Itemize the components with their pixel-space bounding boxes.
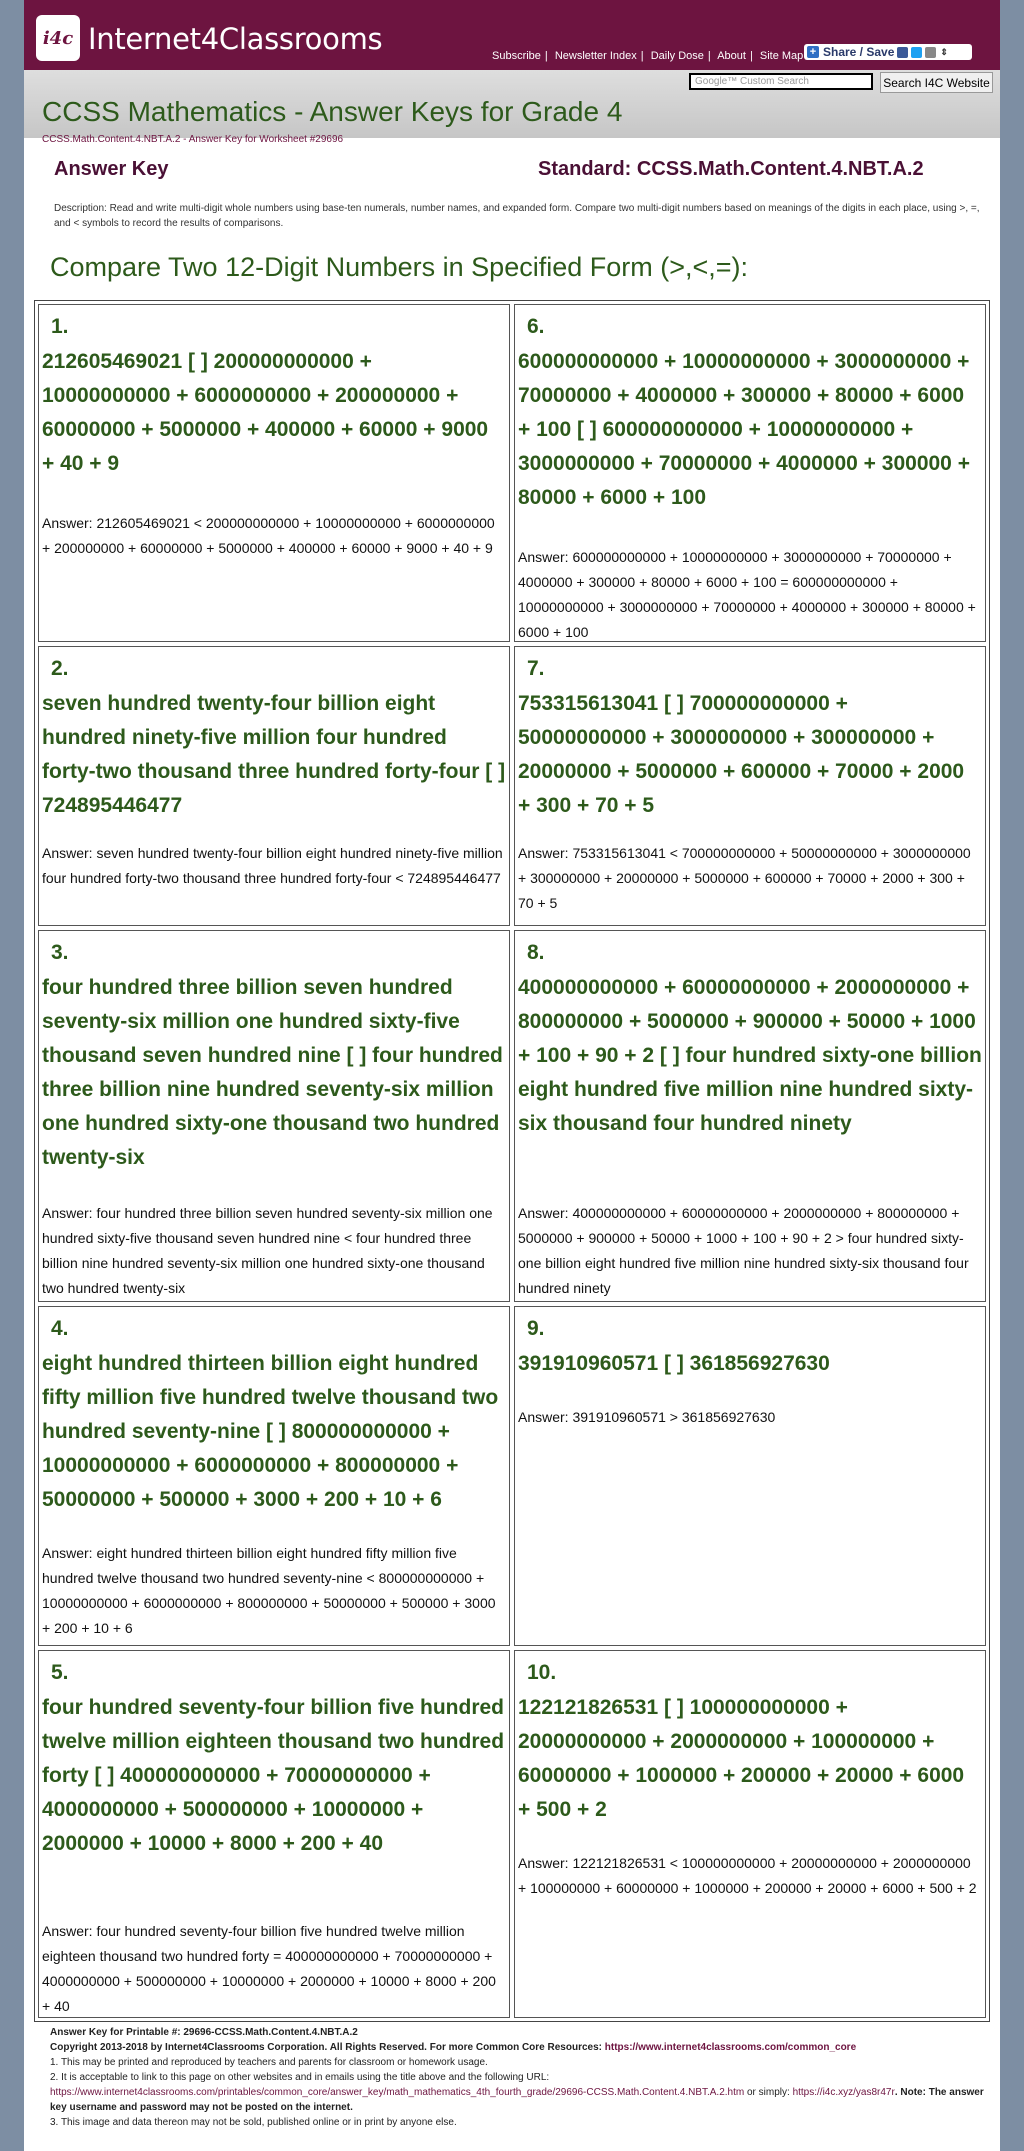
problem-number: 9. (527, 1317, 545, 1340)
nav-daily-dose[interactable]: Daily Dose (650, 50, 704, 62)
problem-question: 400000000000 + 60000000000 + 2000000000 + 800000000 + 5000000 + 900000 + 50000 + 1000 + 100 + 90 + 2 [ ] four hundred sixty-one billion eight hundred five million nine hundred sixty-six thousand four hundred ninety (518, 976, 982, 1135)
description: Description: Read and write multi-digit whole numbers using base-ten numerals, number names, and expanded form. Compare two multi-digit numbers based on meanings of the digits in each place, using >, =, and < symbols to record the results of comparisons. (54, 203, 980, 229)
standard-label: Standard: CCSS.Math.Content.4.NBT.A.2 (538, 158, 924, 180)
share-twitter-icon[interactable] (911, 47, 922, 58)
problem-question: 600000000000 + 10000000000 + 3000000000 + 70000000 + 4000000 + 300000 + 80000 + 6000 + 100 [ ] 600000000000 + 10000000000 + 3000000000 + 70000000 + 4000000 + 300000 + 80000 + 6000 + 100 (518, 350, 970, 509)
problem-question: eight hundred thirteen billion eight hundred fifty million five hundred twelve thousand two hundred seventy-nine [ ] 800000000000 + 10000000000 + 6000000000 + 800000000 + 50000000 + 500000 + 3000 + 200 + 10 + 6 (42, 1352, 499, 1511)
section-title: Compare Two 12-Digit Numbers in Specified Form (>,<,=): (50, 252, 749, 282)
problem-question: 122121826531 [ ] 100000000000 + 20000000000 + 2000000000 + 100000000 + 60000000 + 1000000 + 200000 + 20000 + 6000 + 500 + 2 (518, 1696, 965, 1821)
problem-question: 753315613041 [ ] 700000000000 + 50000000000 + 3000000000 + 300000000 + 20000000 + 5000000 + 600000 + 70000 + 2000 + 300 + 70 + 5 (518, 692, 965, 817)
search-input[interactable]: Google™ Custom Search (689, 73, 873, 90)
answer-key-label: Answer Key (54, 158, 169, 180)
problem-number: 2. (51, 657, 69, 680)
breadcrumb: CCSS.Math.Content.4.NBT.A.2 - Answer Key for Worksheet #29696 (42, 134, 344, 145)
problem-answer: Answer: 391910960571 > 361856927630 (518, 1409, 776, 1425)
problem-cell-10 (514, 1650, 986, 2018)
footer-note-2-urls (50, 2085, 990, 2115)
nav-subscribe[interactable]: Subscribe (492, 50, 541, 62)
page-footer (50, 2025, 990, 2130)
page-title: CCSS Mathematics - Answer Keys for Grade 4 (42, 96, 623, 127)
nav-site-map[interactable]: Site Map (759, 50, 804, 62)
logo-text: Internet4Classrooms (88, 22, 383, 56)
search-button[interactable]: Search I4C Website (880, 72, 993, 93)
problem-answer: Answer: eight hundred thirteen billion eight hundred fifty million five hundred twelve thousand two hundred seventy-nine < 800000000000 + 10000000000 + 6000000000 + 800000000 + 50000000 + 500000 + 3000 + 200 + 10 + 6 (42, 1545, 496, 1636)
problem-number: 3. (51, 941, 69, 964)
problem-question: seven hundred twenty-four billion eight hundred ninety-five million four hundred forty-two thousand three hundred forty-four [ ] 724895446477 (42, 692, 506, 817)
share-plus-icon: + (807, 46, 819, 58)
problem-number: 1. (51, 315, 69, 338)
footer-note-1: 1. This may be printed and reproduced by teachers and parents for classroom or homework usage. (50, 2057, 488, 2068)
problem-question: four hundred three billion seven hundred seventy-six million one hundred sixty-five thousand seven hundred nine [ ] four hundred three billion nine hundred seventy-six million one hundred sixty-one thousand two hundred twenty-six (42, 976, 503, 1169)
problem-number: 4. (51, 1317, 69, 1340)
page (24, 0, 1000, 2151)
nav-newsletter-index[interactable]: Newsletter Index (554, 50, 637, 62)
problem-answer: Answer: seven hundred twenty-four billion eight hundred ninety-five million four hundred forty-two thousand three hundred forty-four < 724895446477 (42, 845, 503, 886)
problem-cell-9 (514, 1306, 986, 1646)
problem-cell-2 (38, 646, 510, 926)
top-nav: Subscribe | Newsletter Index | Daily Dose | About | Site Map (492, 50, 804, 62)
problem-answer: Answer: 600000000000 + 10000000000 + 3000000000 + 70000000 + 4000000 + 300000 + 80000 + 6000 + 100 = 600000000000 + 10000000000 + 3000000000 + 70000000 + 4000000 + 300000 + 80000 + 6000 + 100 (518, 549, 976, 640)
footer-or-text: or simply: (744, 2087, 793, 2098)
problem-answer: Answer: four hundred seventy-four billion five hundred twelve million eighteen thousand two hundred forty = 400000000000 + 70000000000 + 4000000000 + 500000000 + 10000000 + 2000000 + 10000 + 8000 + 200 + 40 (42, 1923, 496, 2014)
problem-number: 6. (527, 315, 545, 338)
problem-answer: Answer: 400000000000 + 60000000000 + 2000000000 + 800000000 + 5000000 + 900000 + 50000 + 1000 + 100 + 90 + 2 > four hundred sixty-one billion eight hundred five million nine hundred sixty-six thousand four hundred ninety (518, 1205, 969, 1296)
answer-key-url-link[interactable]: https://www.internet4classrooms.com/printables/common_core/answer_key/math_mathematics_4th_fourth_grade/29696-CCSS.Math.Content.4.NBT.A.2.htm (50, 2087, 745, 2098)
common-core-link[interactable]: https://www.internet4classrooms.com/common_core (604, 2042, 857, 2053)
site-logo[interactable] (30, 12, 383, 66)
problem-number: 5. (51, 1661, 69, 1684)
problem-number: 7. (527, 657, 545, 680)
logo-mark-icon: i4c (36, 15, 80, 61)
share-save-button[interactable] (804, 44, 972, 60)
problem-answer: Answer: 212605469021 < 200000000000 + 10000000000 + 6000000000 + 200000000 + 60000000 + 5000000 + 400000 + 60000 + 9000 + 40 + 9 (42, 515, 495, 556)
share-facebook-icon[interactable] (897, 47, 908, 58)
problem-cell-5 (38, 1650, 510, 2018)
footer-note-2: 2. It is acceptable to link to this page on other websites and in emails using the title above and the following URL: (50, 2072, 550, 2083)
problem-cell-1 (38, 304, 510, 642)
problem-number: 10. (527, 1661, 557, 1684)
share-email-icon[interactable] (925, 47, 936, 58)
footer-note-3: 3. This image and data thereon may not be sold, published online or in print by anyone else. (50, 2117, 457, 2128)
problem-grid (34, 300, 990, 2022)
nav-about[interactable]: About (717, 50, 746, 62)
problem-answer: Answer: 753315613041 < 700000000000 + 50000000000 + 3000000000 + 300000000 + 20000000 + 5000000 + 600000 + 70000 + 2000 + 300 + 70 + 5 (518, 845, 971, 911)
footer-note-tail: . Note: The answer key username and password may not be posted on the internet. (50, 2087, 984, 2113)
footer-printable: Answer Key for Printable #: 29696-CCSS.Math.Content.4.NBT.A.2 (50, 2027, 358, 2038)
title-banner (24, 70, 1000, 138)
problem-cell-6 (514, 304, 986, 642)
problem-question: 391910960571 [ ] 361856927630 (518, 1352, 830, 1375)
short-url-link[interactable]: https://i4c.xyz/yas8r47r (792, 2087, 895, 2098)
footer-copyright-text: Copyright 2013-2018 by Internet4Classrooms Corporation. All Rights Reserved. For more Common Core Resources: (50, 2042, 602, 2053)
site-header (24, 0, 1000, 70)
share-label: Share / Save (823, 45, 895, 59)
share-chevron-icon[interactable]: ⇕ (940, 46, 948, 57)
problem-answer: Answer: four hundred three billion seven hundred seventy-six million one hundred sixty-five thousand seven hundred nine < four hundred three billion nine hundred seventy-six million one hundred sixty-one thousand two hundred twenty-six (42, 1205, 493, 1296)
problem-cell-3 (38, 930, 510, 1302)
problem-question: 212605469021 [ ] 200000000000 + 10000000000 + 6000000000 + 200000000 + 60000000 + 5000000 + 400000 + 60000 + 9000 + 40 + 9 (42, 350, 489, 475)
problem-answer: Answer: 122121826531 < 100000000000 + 20000000000 + 2000000000 + 100000000 + 60000000 + 1000000 + 200000 + 20000 + 6000 + 500 + 2 (518, 1855, 977, 1896)
problem-cell-7 (514, 646, 986, 926)
footer-copyright (50, 2040, 990, 2055)
problem-cell-4 (38, 1306, 510, 1646)
problem-number: 8. (527, 941, 545, 964)
problem-question: four hundred seventy-four billion five hundred twelve million eighteen thousand two hundred forty [ ] 400000000000 + 70000000000 + 4000000000 + 500000000 + 10000000 + 2000000 + 10000 + 8000 + 200 + 40 (42, 1696, 505, 1855)
problem-cell-8 (514, 930, 986, 1302)
